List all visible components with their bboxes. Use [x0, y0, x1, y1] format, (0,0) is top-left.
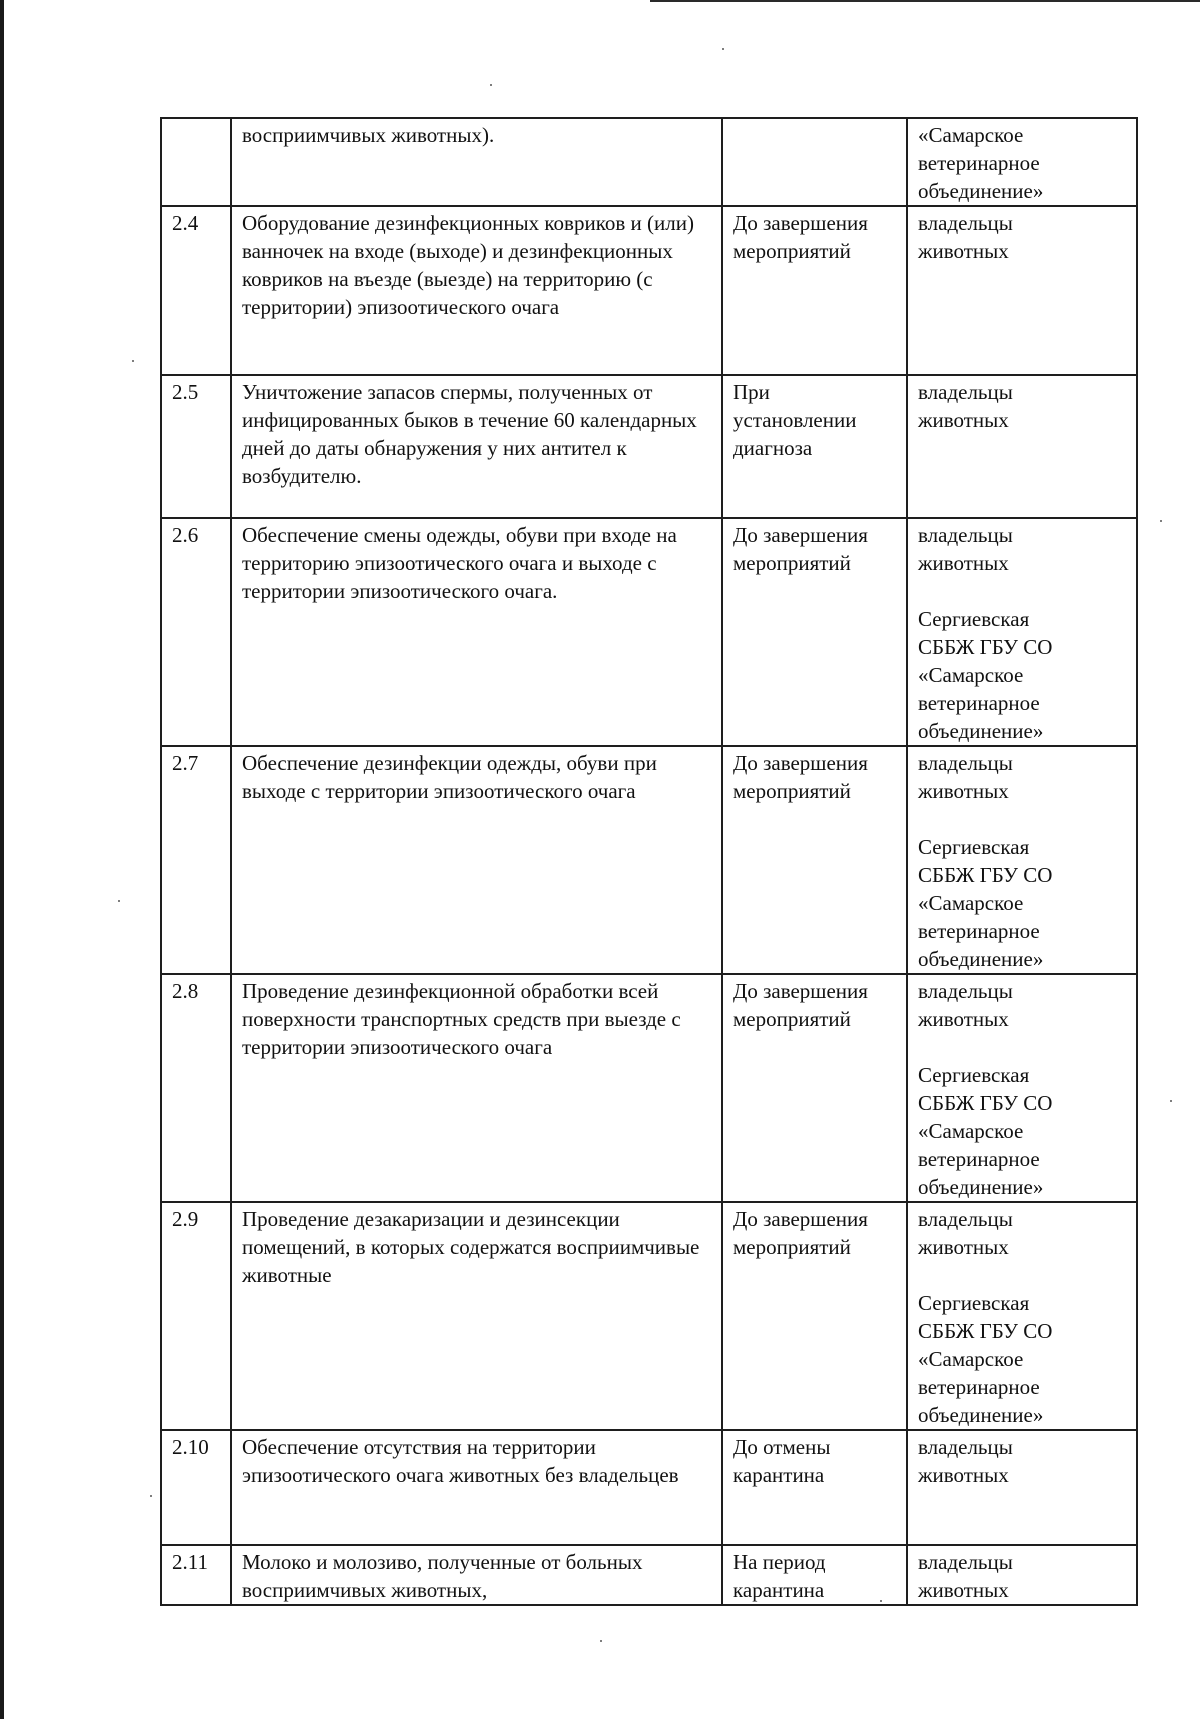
- scan-speck: [722, 48, 724, 50]
- scan-top-edge: [650, 0, 1200, 2]
- responsible-line: животных: [918, 239, 1009, 263]
- responsible-cell: [907, 746, 1137, 974]
- table-row: [161, 206, 1137, 375]
- deadline-text: До завершения мероприятий: [722, 518, 907, 746]
- responsible-line: животных: [918, 779, 1009, 803]
- responsible-line: объединение»: [918, 947, 1044, 971]
- responsible-gap: [918, 1033, 1126, 1061]
- responsible-gap: [918, 1261, 1126, 1289]
- responsible-line: владельцы: [918, 1550, 1013, 1574]
- measure-text: Обеспечение отсутствия на территории эпизоотического очага животных без владельцев: [231, 1430, 722, 1545]
- responsible-line: владельцы: [918, 979, 1013, 1003]
- table-row: [161, 518, 1137, 746]
- responsible-cell: [907, 1202, 1137, 1430]
- deadline-text: При установлении диагноза: [722, 375, 907, 518]
- responsible-line: животных: [918, 551, 1009, 575]
- row-number: 2.11: [161, 1545, 231, 1605]
- responsible-line: объединение»: [918, 1175, 1044, 1199]
- deadline-text: До отмены карантина: [722, 1430, 907, 1545]
- responsible-line: объединение»: [918, 1403, 1044, 1427]
- deadline-text: До завершения мероприятий: [722, 1202, 907, 1430]
- table-row: [161, 1202, 1137, 1430]
- row-number: [161, 118, 231, 206]
- measure-text: Оборудование дезинфекционных ковриков и (или) ванночек на входе (выходе) и дезинфекционных ковриков на въезде (выезде) на территорию (с территории) эпизоотического очага: [231, 206, 722, 375]
- scan-speck: [150, 1495, 152, 1497]
- responsible-gap: [918, 577, 1126, 605]
- responsible-line: ветеринарное: [918, 1375, 1040, 1399]
- row-number: 2.5: [161, 375, 231, 518]
- responsible-line: владельцы: [918, 211, 1013, 235]
- responsible-line: «Самарское: [918, 1119, 1024, 1143]
- scan-speck: [1160, 520, 1162, 522]
- table-row: [161, 375, 1137, 518]
- responsible-cell: [907, 375, 1137, 518]
- responsible-line: ветеринарное: [918, 919, 1040, 943]
- responsible-line: Сергиевская: [918, 607, 1030, 631]
- row-number: 2.9: [161, 1202, 231, 1430]
- responsible-line: СББЖ ГБУ СО: [918, 1319, 1053, 1343]
- responsible-line: «Самарское: [918, 1347, 1024, 1371]
- row-number: 2.10: [161, 1430, 231, 1545]
- measure-text: Проведение дезакаризации и дезинсекции помещений, в которых содержатся восприимчивые животные: [231, 1202, 722, 1430]
- scan-left-edge: [0, 0, 4, 1719]
- responsible-line: объединение»: [918, 179, 1044, 203]
- responsible-line: ветеринарное: [918, 1147, 1040, 1171]
- measure-text: Молоко и молозиво, полученные от больных восприимчивых животных,: [231, 1545, 722, 1605]
- responsible-line: Сергиевская: [918, 1063, 1030, 1087]
- responsible-cell: [907, 974, 1137, 1202]
- row-number: 2.6: [161, 518, 231, 746]
- responsible-line: СББЖ ГБУ СО: [918, 635, 1053, 659]
- measures-table: [160, 117, 1138, 1606]
- responsible-cell: [907, 1545, 1137, 1605]
- scan-speck: [1170, 1100, 1172, 1102]
- responsible-line: объединение»: [918, 719, 1044, 743]
- responsible-line: «Самарское: [918, 891, 1024, 915]
- responsible-line: владельцы: [918, 751, 1013, 775]
- table-row: [161, 1545, 1137, 1605]
- measure-text: восприимчивых животных).: [231, 118, 722, 206]
- responsible-line: «Самарское: [918, 663, 1024, 687]
- row-number: 2.7: [161, 746, 231, 974]
- measure-text: Уничтожение запасов спермы, полученных от инфицированных быков в течение 60 календарных дней до даты обнаружения у них антител к возбудителю.: [231, 375, 722, 518]
- responsible-line: владельцы: [918, 523, 1013, 547]
- responsible-gap: [918, 805, 1126, 833]
- scan-speck: [490, 84, 492, 86]
- responsible-line: «Самарское: [918, 123, 1024, 147]
- deadline-text: До завершения мероприятий: [722, 746, 907, 974]
- measure-text: Проведение дезинфекционной обработки всей поверхности транспортных средств при выезде с территории эпизоотического очага: [231, 974, 722, 1202]
- scan-speck: [880, 1600, 882, 1602]
- responsible-line: СББЖ ГБУ СО: [918, 863, 1053, 887]
- row-number: 2.8: [161, 974, 231, 1202]
- responsible-line: Сергиевская: [918, 1291, 1030, 1315]
- scan-speck: [118, 900, 120, 902]
- responsible-cell: [907, 206, 1137, 375]
- responsible-cell: [907, 118, 1137, 206]
- responsible-line: владельцы: [918, 1435, 1013, 1459]
- measure-text: Обеспечение дезинфекции одежды, обуви при выходе с территории эпизоотического очага: [231, 746, 722, 974]
- table-row: [161, 746, 1137, 974]
- responsible-line: животных: [918, 1578, 1009, 1602]
- responsible-line: Сергиевская: [918, 835, 1030, 859]
- deadline-text: [722, 118, 907, 206]
- scan-speck: [600, 1640, 602, 1642]
- responsible-line: СББЖ ГБУ СО: [918, 1091, 1053, 1115]
- responsible-line: животных: [918, 408, 1009, 432]
- deadline-text: До завершения мероприятий: [722, 974, 907, 1202]
- responsible-line: животных: [918, 1463, 1009, 1487]
- table-row: [161, 1430, 1137, 1545]
- scan-speck: [132, 360, 134, 362]
- measure-text: Обеспечение смены одежды, обуви при входе на территорию эпизоотического очага и выходе с территории эпизоотического очага.: [231, 518, 722, 746]
- responsible-cell: [907, 1430, 1137, 1545]
- table-row: [161, 118, 1137, 206]
- responsible-line: ветеринарное: [918, 151, 1040, 175]
- deadline-text: На период карантина: [722, 1545, 907, 1605]
- responsible-line: владельцы: [918, 1207, 1013, 1231]
- responsible-line: владельцы: [918, 380, 1013, 404]
- responsible-line: животных: [918, 1235, 1009, 1259]
- table-row: [161, 974, 1137, 1202]
- responsible-line: животных: [918, 1007, 1009, 1031]
- responsible-line: ветеринарное: [918, 691, 1040, 715]
- row-number: 2.4: [161, 206, 231, 375]
- deadline-text: До завершения мероприятий: [722, 206, 907, 375]
- responsible-cell: [907, 518, 1137, 746]
